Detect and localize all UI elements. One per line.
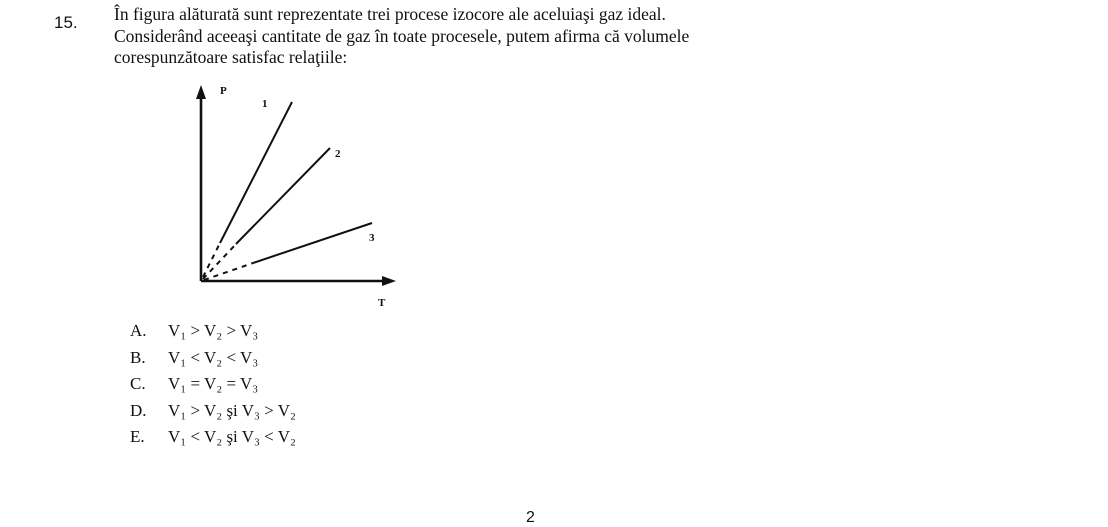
option-d[interactable] <box>130 398 296 425</box>
isochore-label-2: 2 <box>335 148 341 160</box>
isochore-line-1 <box>220 102 292 243</box>
question-line-3: corespunzătoare satisfac relaţiile: <box>114 47 348 67</box>
page-number: 2 <box>526 509 535 526</box>
option-c[interactable] <box>130 371 296 398</box>
option-e[interactable] <box>130 424 296 451</box>
y-axis-label: P <box>220 85 227 97</box>
option-c-letter: C. <box>130 374 146 393</box>
pt-diagram-svg <box>180 80 420 310</box>
option-a[interactable] <box>130 318 296 345</box>
answer-options <box>130 318 296 451</box>
option-e-letter: E. <box>130 427 145 446</box>
isochore-label-1: 1 <box>262 98 268 110</box>
x-axis-arrow <box>382 276 396 286</box>
option-d-letter: D. <box>130 400 147 420</box>
pt-diagram <box>180 80 420 310</box>
option-e-expression: V₁ < V₂ şi V₃ < V₂ <box>168 427 296 446</box>
isochore-line-1-dashed <box>203 243 220 277</box>
isochore-line-3 <box>253 223 372 263</box>
option-b[interactable] <box>130 345 296 372</box>
question-text <box>114 4 874 69</box>
isochore-label-3: 3 <box>369 232 375 244</box>
y-axis-arrow <box>196 85 206 99</box>
option-c-expression: V₁ = V₂ = V₃ <box>168 374 259 393</box>
option-b-letter: B. <box>130 347 146 367</box>
isochore-line-2 <box>236 148 330 244</box>
question-line-2: Considerând aceeaşi cantitate de gaz în toate procesele, putem afirma că volumele <box>114 25 690 46</box>
option-a-expression: V₁ > V₂ > V₃ <box>168 321 259 340</box>
question-number: 15. <box>54 13 78 32</box>
option-a-letter: A. <box>130 321 147 340</box>
option-b-expression: V₁ < V₂ < V₃ <box>168 347 259 367</box>
isochore-line-2-dashed <box>203 244 236 279</box>
option-d-expression: V₁ > V₂ şi V₃ > V₂ <box>168 400 296 420</box>
question-line-1: În figura alăturată sunt reprezentate trei procese izocore ale aceluiaşi gaz ideal. <box>114 4 666 24</box>
x-axis-label: T <box>378 297 386 309</box>
